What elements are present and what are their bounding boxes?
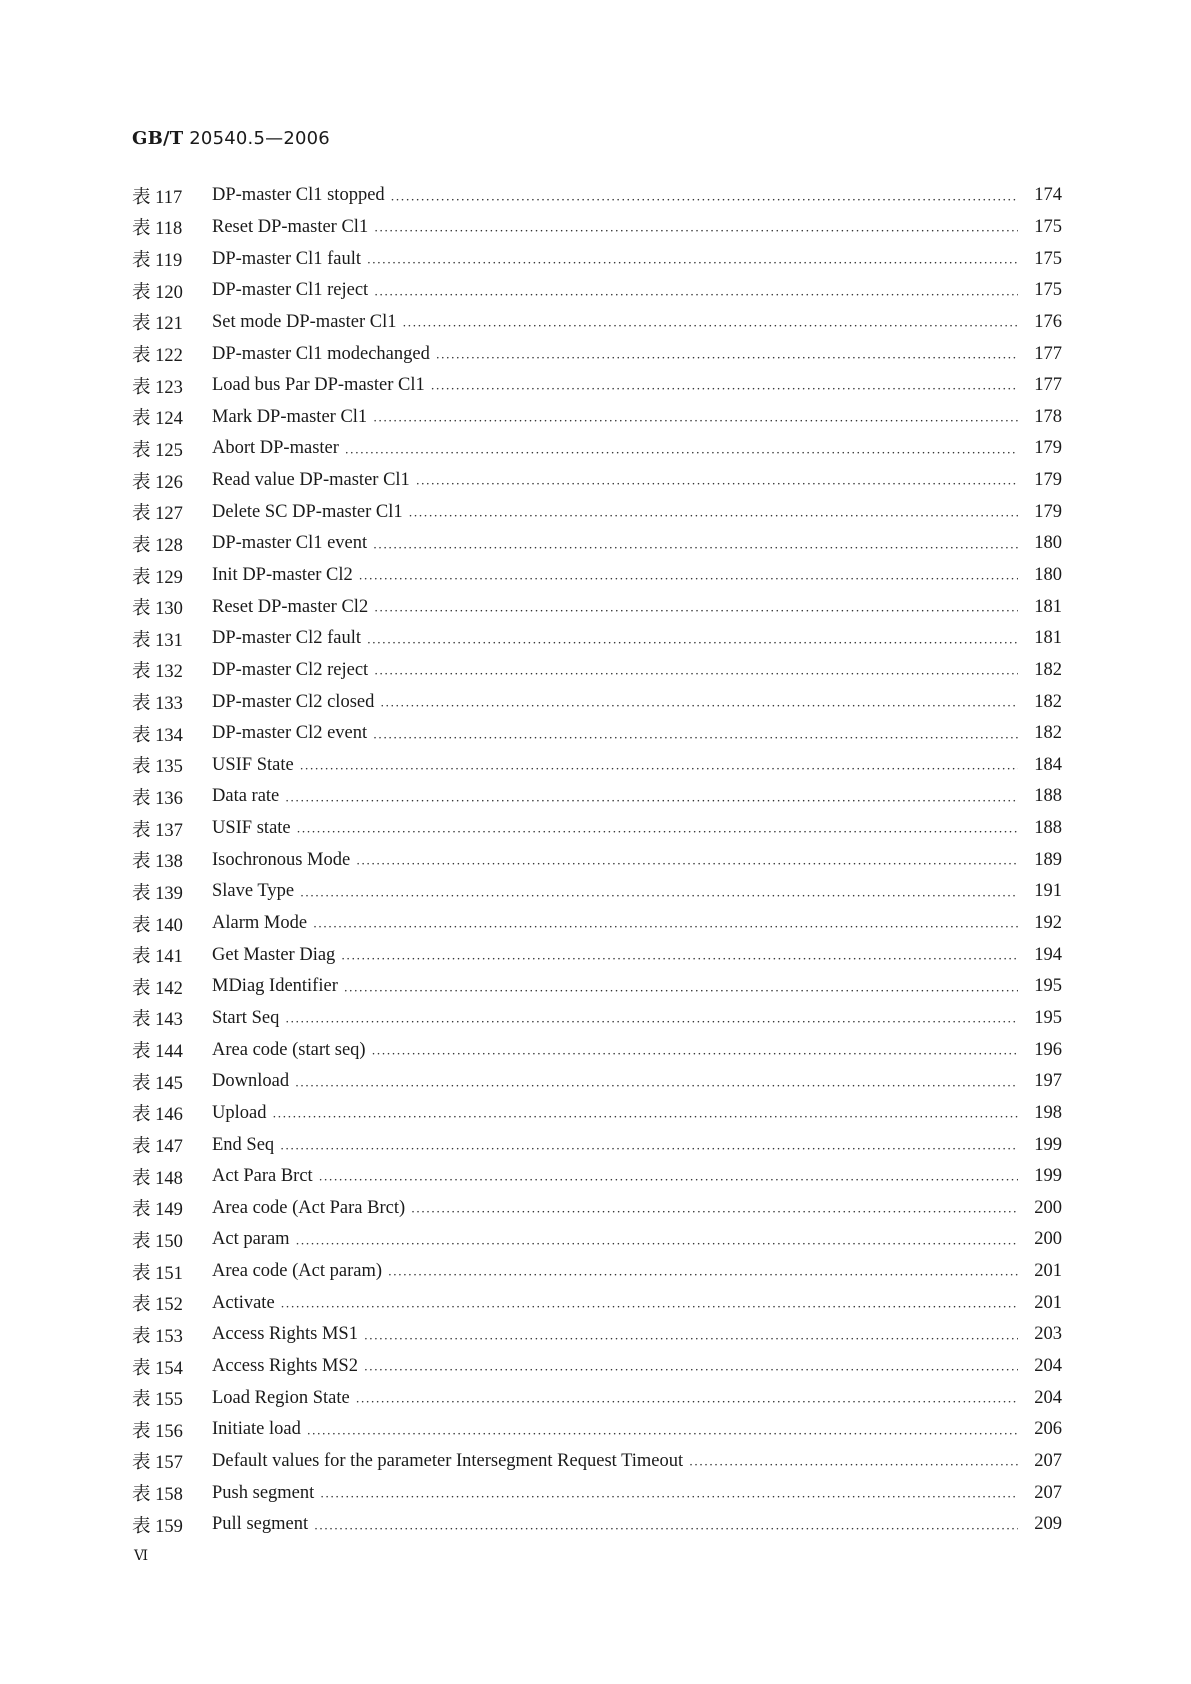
toc-entry[interactable] <box>132 307 1062 339</box>
toc-entry[interactable] <box>132 750 1062 782</box>
page-number: 189 <box>1034 849 1062 870</box>
toc-entry[interactable] <box>132 1003 1062 1035</box>
dot-leader <box>296 1233 1018 1247</box>
table-label: 表 150 <box>132 1231 183 1252</box>
toc-entry[interactable] <box>132 623 1062 655</box>
table-label: 表 131 <box>132 630 183 651</box>
entry-title: Init DP-master Cl2 <box>212 565 353 585</box>
toc-list <box>132 180 1062 1541</box>
toc-entry[interactable] <box>132 496 1062 528</box>
page-number: 184 <box>1034 754 1062 775</box>
table-label: 表 138 <box>132 852 183 873</box>
table-label: 表 142 <box>132 978 183 999</box>
toc-entry[interactable] <box>132 655 1062 687</box>
page-number: 206 <box>1034 1419 1062 1440</box>
dot-leader <box>367 632 1018 646</box>
table-label: 表 130 <box>132 599 183 620</box>
table-label: 表 144 <box>132 1042 183 1063</box>
table-label: 表 123 <box>132 377 183 398</box>
entry-title: Get Master Diag <box>212 944 336 965</box>
dot-leader <box>359 568 1018 582</box>
page-number: 195 <box>1034 1007 1062 1028</box>
entry-title: Start Seq <box>212 1007 280 1028</box>
table-label: 表 155 <box>132 1390 183 1411</box>
page-number: 199 <box>1034 1134 1062 1155</box>
page-number: 182 <box>1034 691 1062 712</box>
toc-entry[interactable] <box>132 1446 1062 1478</box>
page-number: 204 <box>1034 1356 1062 1377</box>
page-number: 179 <box>1034 501 1062 522</box>
dot-leader <box>300 885 1018 899</box>
dot-leader <box>297 821 1018 835</box>
page-number: 188 <box>1034 786 1062 807</box>
page-number: 192 <box>1034 913 1062 934</box>
dot-leader <box>411 1201 1018 1215</box>
dot-leader <box>345 442 1018 456</box>
entry-title: Delete SC DP-master Cl1 <box>212 501 403 522</box>
page-number: 175 <box>1034 216 1062 237</box>
toc-entry[interactable] <box>132 1287 1062 1319</box>
toc-entry[interactable] <box>132 686 1062 718</box>
page-number: 203 <box>1034 1324 1062 1345</box>
entry-title: Reset DP-master Cl2 <box>212 596 369 617</box>
entry-title: DP-master Cl2 fault <box>212 628 362 649</box>
entry-title: Pull segment <box>212 1514 309 1535</box>
dot-leader <box>373 410 1018 424</box>
page-header <box>132 128 330 149</box>
dot-leader <box>364 1328 1018 1342</box>
entry-title: Alarm Mode <box>212 913 308 934</box>
dot-leader <box>431 378 1018 392</box>
table-label: 表 125 <box>132 440 183 461</box>
toc-entry[interactable] <box>132 528 1062 560</box>
toc-entry[interactable] <box>132 908 1062 940</box>
table-label: 表 149 <box>132 1200 183 1221</box>
table-label: 表 152 <box>132 1295 183 1316</box>
page-number: 197 <box>1034 1071 1062 1092</box>
dot-leader <box>373 727 1018 741</box>
toc-entry[interactable] <box>132 876 1062 908</box>
table-label: 表 147 <box>132 1137 183 1158</box>
toc-entry[interactable] <box>132 370 1062 402</box>
page-number: 199 <box>1034 1166 1062 1187</box>
table-label: 表 122 <box>132 346 183 367</box>
dot-leader <box>285 1011 1018 1025</box>
table-label: 表 129 <box>132 567 183 588</box>
page-number: 174 <box>1034 185 1062 206</box>
table-label: 表 119 <box>132 251 183 272</box>
toc-entry[interactable] <box>132 844 1062 876</box>
entry-title: End Seq <box>212 1134 275 1155</box>
page-number: 196 <box>1034 1039 1062 1060</box>
entry-title: Isochronous Mode <box>212 849 351 870</box>
page-number: 201 <box>1034 1292 1062 1313</box>
page-number: 188 <box>1034 818 1062 839</box>
entry-title: DP-master Cl2 closed <box>212 691 375 712</box>
dot-leader <box>374 600 1018 614</box>
page-number: 177 <box>1034 375 1062 396</box>
dot-leader <box>689 1454 1018 1468</box>
toc-entry[interactable] <box>132 1256 1062 1288</box>
page-number: 182 <box>1034 723 1062 744</box>
page-number: 181 <box>1034 628 1062 649</box>
dot-leader <box>341 948 1018 962</box>
table-label: 表 141 <box>132 947 183 968</box>
table-label: 表 156 <box>132 1421 183 1442</box>
table-label: 表 134 <box>132 725 183 746</box>
entry-title: MDiag Identifier <box>212 976 338 997</box>
standard-code: GB/T <box>132 128 184 149</box>
toc-entry[interactable] <box>132 591 1062 623</box>
page-number: 191 <box>1034 881 1062 902</box>
dot-leader <box>356 1391 1018 1405</box>
page-number: 175 <box>1034 248 1062 269</box>
dot-leader <box>373 537 1018 551</box>
dot-leader <box>409 505 1018 519</box>
entry-title: Act param <box>212 1229 290 1250</box>
table-label: 表 143 <box>132 1010 183 1031</box>
toc-entry[interactable] <box>132 212 1062 244</box>
page-number: 204 <box>1034 1387 1062 1408</box>
dot-leader <box>364 1359 1018 1373</box>
page-number: 181 <box>1034 596 1062 617</box>
table-label: 表 158 <box>132 1485 183 1506</box>
dot-leader <box>436 347 1018 361</box>
toc-entry[interactable] <box>132 1193 1062 1225</box>
dot-leader <box>367 252 1018 266</box>
table-label: 表 159 <box>132 1516 183 1537</box>
table-label: 表 120 <box>132 282 183 303</box>
dot-leader <box>285 790 1018 804</box>
entry-title: Area code (Act Para Brct) <box>212 1197 406 1218</box>
dot-leader <box>374 284 1018 298</box>
page-number: 182 <box>1034 659 1062 680</box>
table-label: 表 121 <box>132 314 183 335</box>
page-number: 198 <box>1034 1102 1062 1123</box>
toc-entry[interactable] <box>132 1034 1062 1066</box>
dot-leader <box>416 473 1018 487</box>
entry-title: Act Para Brct <box>212 1166 313 1187</box>
dot-leader <box>374 663 1018 677</box>
entry-title: DP-master Cl1 fault <box>212 248 362 269</box>
entry-title: Access Rights MS1 <box>212 1324 358 1345</box>
dot-leader <box>319 1169 1018 1183</box>
entry-title: Abort DP-master <box>212 438 339 459</box>
entry-title: USIF state <box>212 818 291 839</box>
toc-entry[interactable] <box>132 433 1062 465</box>
table-label: 表 117 <box>132 187 183 208</box>
standard-number: 20540.5—2006 <box>189 128 330 149</box>
entry-title: Read value DP-master Cl1 <box>212 470 410 491</box>
toc-entry[interactable] <box>132 971 1062 1003</box>
toc-entry[interactable] <box>132 560 1062 592</box>
dot-leader <box>388 1264 1018 1278</box>
entry-title: DP-master Cl1 reject <box>212 280 369 301</box>
dot-leader <box>280 1138 1018 1152</box>
toc-entry[interactable] <box>132 1224 1062 1256</box>
entry-title: Area code (Act param) <box>212 1261 382 1282</box>
table-label: 表 148 <box>132 1168 183 1189</box>
entry-title: DP-master Cl2 reject <box>212 659 369 680</box>
entry-title: DP-master Cl1 modechanged <box>212 343 430 364</box>
toc-entry[interactable] <box>132 275 1062 307</box>
toc-entry[interactable] <box>132 813 1062 845</box>
toc-entry[interactable] <box>132 401 1062 433</box>
toc-entry[interactable] <box>132 1129 1062 1161</box>
entry-title: Mark DP-master Cl1 <box>212 406 368 427</box>
entry-title: Access Rights MS2 <box>212 1356 358 1377</box>
table-label: 表 132 <box>132 662 183 683</box>
page-number: 180 <box>1034 533 1062 554</box>
toc-entry[interactable] <box>132 1382 1062 1414</box>
page-number: 175 <box>1034 280 1062 301</box>
entry-title: Initiate load <box>212 1419 301 1440</box>
table-label: 表 128 <box>132 535 183 556</box>
dot-leader <box>372 1043 1018 1057</box>
table-label: 表 137 <box>132 820 183 841</box>
page-number: 207 <box>1034 1482 1062 1503</box>
dot-leader <box>272 1106 1018 1120</box>
dot-leader <box>380 695 1018 709</box>
dot-leader <box>313 916 1018 930</box>
entry-title: Activate <box>212 1292 275 1313</box>
table-label: 表 135 <box>132 757 183 778</box>
page-number: 177 <box>1034 343 1062 364</box>
page-number: 207 <box>1034 1450 1062 1471</box>
page-number: 195 <box>1034 976 1062 997</box>
dot-leader <box>307 1423 1018 1437</box>
table-label: 表 127 <box>132 504 183 525</box>
entry-title: Push segment <box>212 1482 315 1503</box>
entry-title: Data rate <box>212 786 280 807</box>
entry-title: Area code (start seq) <box>212 1039 366 1060</box>
toc-entry[interactable] <box>132 939 1062 971</box>
dot-leader <box>374 220 1018 234</box>
entry-title: Upload <box>212 1102 267 1123</box>
table-label: 表 139 <box>132 883 183 904</box>
table-label: 表 136 <box>132 788 183 809</box>
page-number: 176 <box>1034 311 1062 332</box>
entry-title: Download <box>212 1071 290 1092</box>
toc-entry[interactable] <box>132 1098 1062 1130</box>
table-label: 表 151 <box>132 1263 183 1284</box>
entry-title: DP-master Cl1 stopped <box>212 185 385 206</box>
entry-title: Load bus Par DP-master Cl1 <box>212 375 425 396</box>
toc-entry[interactable] <box>132 180 1062 212</box>
page-number: 201 <box>1034 1261 1062 1282</box>
page-number: 200 <box>1034 1229 1062 1250</box>
toc-entry[interactable] <box>132 1509 1062 1541</box>
page-number: 179 <box>1034 470 1062 491</box>
toc-entry[interactable] <box>132 1066 1062 1098</box>
table-label: 表 124 <box>132 409 183 430</box>
toc-entry[interactable] <box>132 1477 1062 1509</box>
dot-leader <box>402 315 1018 329</box>
dot-leader <box>344 980 1018 994</box>
page-number: 194 <box>1034 944 1062 965</box>
table-label: 表 146 <box>132 1105 183 1126</box>
toc-entry[interactable] <box>132 338 1062 370</box>
table-label: 表 145 <box>132 1073 183 1094</box>
toc-entry[interactable] <box>132 1319 1062 1351</box>
page-number: 178 <box>1034 406 1062 427</box>
table-label: 表 153 <box>132 1326 183 1347</box>
entry-title: Set mode DP-master Cl1 <box>212 311 397 332</box>
dot-leader <box>300 758 1018 772</box>
entry-title: Load Region State <box>212 1387 350 1408</box>
dot-leader <box>295 1075 1018 1089</box>
page-number: 200 <box>1034 1197 1062 1218</box>
page-folio: Ⅵ <box>134 1549 149 1564</box>
table-label: 表 140 <box>132 915 183 936</box>
toc-entry[interactable] <box>132 243 1062 275</box>
entry-title: DP-master Cl2 event <box>212 723 368 744</box>
dot-leader <box>281 1296 1018 1310</box>
page-number: 209 <box>1034 1514 1062 1535</box>
table-label: 表 126 <box>132 472 183 493</box>
toc-entry[interactable] <box>132 781 1062 813</box>
table-label: 表 118 <box>132 219 183 240</box>
dot-leader <box>320 1486 1018 1500</box>
toc-entry[interactable] <box>132 465 1062 497</box>
dot-leader <box>314 1518 1018 1532</box>
table-label: 表 133 <box>132 694 183 715</box>
toc-entry[interactable] <box>132 718 1062 750</box>
toc-entry[interactable] <box>132 1161 1062 1193</box>
page-number: 180 <box>1034 565 1062 585</box>
entry-title: Reset DP-master Cl1 <box>212 216 369 237</box>
dot-leader <box>391 189 1018 203</box>
entry-title: Default values for the parameter Intersegment Request Timeout <box>212 1450 684 1471</box>
entry-title: USIF State <box>212 754 294 775</box>
entry-title: DP-master Cl1 event <box>212 533 368 554</box>
table-label: 表 157 <box>132 1453 183 1474</box>
table-label: 表 154 <box>132 1358 183 1379</box>
toc-entry[interactable] <box>132 1351 1062 1383</box>
page-number: 179 <box>1034 438 1062 459</box>
dot-leader <box>356 853 1018 867</box>
entry-title: Slave Type <box>212 881 295 902</box>
toc-entry[interactable] <box>132 1414 1062 1446</box>
